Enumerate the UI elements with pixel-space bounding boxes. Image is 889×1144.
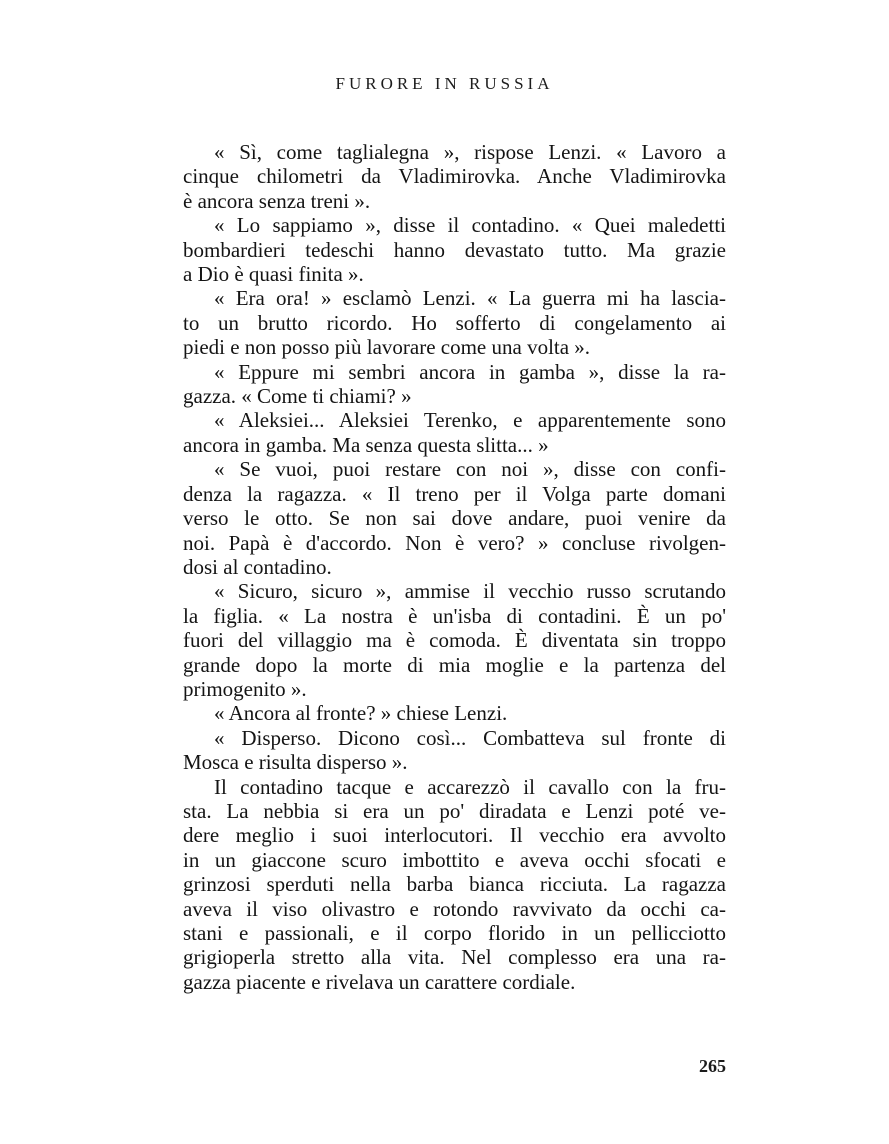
text-line: la figlia. « La nostra è un'isba di contadini. È un po'	[183, 603, 726, 628]
text-line: dosi al contadino.	[183, 554, 332, 579]
running-head: FURORE IN RUSSIA	[335, 74, 554, 93]
text-line: « Lo sappiamo », disse il contadino. « Quei maledetti	[214, 213, 726, 238]
text-line: « Sì, come taglialegna », rispose Lenzi. « Lavoro a	[214, 140, 726, 164]
text-line: « Sicuro, sicuro », ammise il vecchio russo scrutando	[214, 579, 726, 604]
text-line: sta. La nebbia si era un po' diradata e Lenzi poté ve-	[183, 798, 726, 823]
text-line: « Ancora al fronte? » chiese Lenzi.	[214, 701, 508, 726]
text-line: dere meglio i suoi interlocutori. Il vecchio era avvolto	[183, 823, 726, 848]
text-line: verso le otto. Se non sai dove andare, puoi venire da	[183, 506, 726, 531]
text-line: to un brutto ricordo. Ho sofferto di congelamento ai	[183, 310, 726, 335]
body-text	[183, 140, 726, 994]
text-line: piedi e non posso più lavorare come una volta ».	[183, 335, 591, 360]
text-line: primogenito ».	[183, 676, 307, 701]
text-line: aveva il viso olivastro e rotondo ravvivato da occhi ca-	[183, 896, 726, 921]
text-line: « Se vuoi, puoi restare con noi », disse con confi-	[214, 457, 726, 482]
page-number: 265	[699, 1056, 726, 1076]
text-line: Il contadino tacque e accarezzò il cavallo con la fru-	[214, 774, 726, 799]
text-line: a Dio è quasi finita ».	[183, 262, 364, 287]
text-line: noi. Papà è d'accordo. Non è vero? » concluse rivolgen-	[183, 530, 726, 555]
text-line: gazza. « Come ti chiami? »	[183, 384, 412, 409]
text-line: ancora in gamba. Ma senza questa slitta... »	[183, 432, 549, 457]
text-line: stani e passionali, e il corpo florido in un pellicciotto	[183, 921, 726, 945]
text-line: grande dopo la morte di mia moglie e la partenza del	[183, 652, 726, 677]
text-line: « Aleksiei... Aleksiei Terenko, e apparentemente sono	[214, 408, 726, 433]
text-line: « Eppure mi sembri ancora in gamba », disse la ra-	[214, 359, 726, 384]
text-line: fuori del villaggio ma è comoda. È diventata sin troppo	[183, 628, 726, 653]
text-line: bombardieri tedeschi hanno devastato tutto. Ma grazie	[183, 237, 726, 262]
text-line: « Disperso. Dicono così... Combatteva sul fronte di	[214, 725, 726, 750]
text-line: in un giaccone scuro imbottito e aveva occhi sfocati e	[183, 847, 726, 872]
text-line: è ancora senza treni ».	[183, 188, 371, 213]
text-line: cinque chilometri da Vladimirovka. Anche Vladimirovka	[183, 164, 726, 189]
text-line: Mosca e risulta disperso ».	[183, 750, 408, 775]
text-line: « Era ora! » esclamò Lenzi. « La guerra mi ha lascia-	[214, 286, 726, 311]
text-line: denza la ragazza. « Il treno per il Volga parte domani	[183, 481, 726, 506]
text-line: grigioperla stretto alla vita. Nel complesso era una ra-	[183, 945, 726, 970]
text-line: grinzosi sperduti nella barba bianca ricciuta. La ragazza	[183, 872, 726, 897]
text-line: gazza piacente e rivelava un carattere cordiale.	[183, 969, 576, 994]
